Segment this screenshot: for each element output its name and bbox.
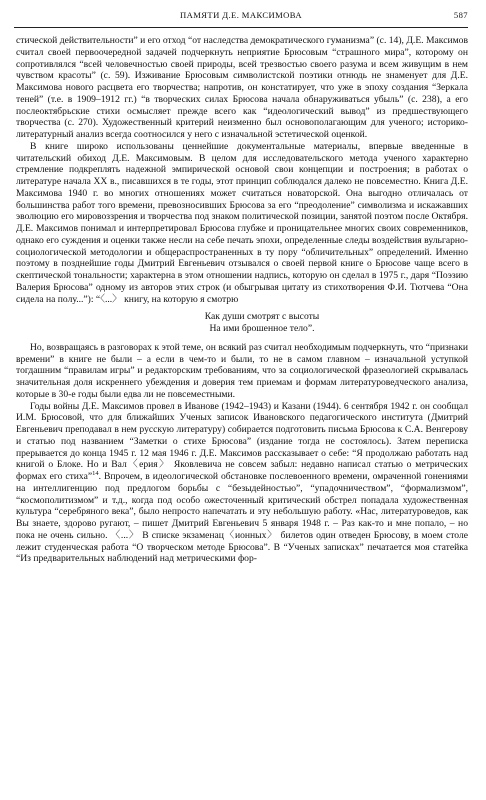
paragraph: Но, возвращаясь в разговорах к этой теме, он всякий раз считал необходимым подчеркнуть, что “признаки времени” в книге не были – а если в чем-то и были, то не в самом главном – изначальной уступкой тогдашним “правилам игры” и редакторским требованиям, что за социологической фразеологией скрывалась значительная доля искреннего убеждения и доверия тем приемам и формам литературоведческого анализа, которые в 30-е годы были едва ли не повсеместными. [16, 341, 468, 400]
paragraph: В книге широко использованы ценнейшие документальные материалы, впервые введенные в читательский обиход Д.Е. Максимовым. В целом для исследовательского метода ученого характерно стремление подкреплять надежной эмпирической основой свои концепции и построения; в работах о литературе начала XX в., писавшихся в те годы, этот принцип соблюдался далеко не повсеместно. Книга Д.Е. Максимова 1940 г. во многих отношениях может считаться новаторской. Она выгодно отличалась от большинства работ того времени, превозносивших Брюсова за его “преодоление” символизма и искажавших эволюцию его мировоззрения и творчества под знаком политической позиции, занятой поэтом после Октября. Д.Е. Максимов понимал и интерпретировал Брюсова глубже и проницательнее многих своих современников, однако его суждения и оценки также несли на себе печать эпохи, определенные следы воздействия вульгарно-социологической методологии и общераспространенных в ту пору “обличительных” определений. Именно поэтому в позднейшие годы Дмитрий Евгеньевич отзывался о своей первой книге о Брюсове чаще всего в скептической тональности; характерна в этом отношении надпись, которую он сделал в 1975 г., даря “Поэзию Валерия Брюсова” одному из авторов этих строк (и обыгрывая цитату из стихотворения Ф.И. Тютчева “Она сидела на полу...”): “〈...〉 книгу, на которую я смотрю [16, 140, 468, 305]
paragraph-text: Годы войны Д.Е. Максимов провел в Иванове (1942–1943) и Казани (1944). 6 сентября 1942 г. он сообщал И.М. Брюсовой, что для ближайших Ученых записок Ивановского педагогического института (Дмитрий Евгеньевич преподавал в нем русскую литературу) собирается подготовить письма Брюсова к С.А. Венгерову и статью под названием “Заметки о стихе Брюсова” (издание тогда не состоялось). Затем переписка прерывается до конца 1945 г. 12 мая 1946 г. Д.Е. Максимов рассказывает о себе: “Я продолжаю работать над книгой о Блоке. Но и Вал〈ерия〉 Яковлевича не совсем забыл: недавно написал статью о метрических формах его стиха” [16, 400, 468, 482]
verse-line: Как души смотрят с высоты [204, 311, 320, 323]
verse-quote [56, 311, 468, 335]
verse-line: На ими брошенное тело”. [209, 323, 315, 334]
body-text [16, 35, 468, 565]
page-number: 587 [453, 10, 468, 20]
footnote-mark: 14 [92, 469, 99, 477]
paragraph: стической действительности” и его отход “от наследства демократического гуманизма” (с. 14), Д.Е. Максимов считал своей первоочередной задачей подчеркнуть неприятие Брюсовым “страшного мира”, которому он сопротивлялся “всей человечностью своей природы, всей трезвостью своего разума и всем живущим в нем чувством красоты” (с. 59). Изживание Брюсовым символистской поэтики отнюдь не знаменует для Д.Е. Максимова нового расцвета его творчества; напротив, он констатирует, что уже в эпоху создания “Зеркала теней” (т.е. в 1909–1912 гг.) “в творческих силах Брюсова начала обнаруживаться убыль” (с. 238), а его послеоктябрьские стихи осмысляет прежде всего как “идеологический вывод” из предшествующего творчества (с. 270). Художественный критерий неизменно был основополагающим для ученого; историко-литературный анализ всегда соотносился у него с изначальной эстетической оценкой. [16, 35, 468, 140]
paragraph [16, 401, 468, 566]
running-head-title: ПАМЯТИ Д.Е. МАКСИМОВА [180, 10, 302, 20]
header-rule [14, 27, 468, 28]
paragraph-text-cont: . Впрочем, в идеологической обстановке послевоенного времени, омраченной гонениями на интеллигенцию под предлогом борьбы с “безыдейностью”, “упадочничеством”, “формализмом”, “космополитизмом” и т.д., когда под особо ожесточенный критический обстрел попадала художественная культура “серебряного века”, было непросто напечатать и эту небольшую работу. «Нас, литературоведов, как Вы знаете, здорово ругают, – пишет Дмитрий Евгеньевич 5 января 1948 г. – Раз как-то и мне попало, – но пока не очень сильно. 〈...〉 В списке экзаменац〈ионных〉 билетов один отведен Брюсову, в моем столе лежит студенческая работа “О творческом методе Брюсова”. В “Ученых записках” печатается моя статейка “Из предварительных наблюдений над метрическими фор- [16, 471, 468, 565]
running-head [14, 10, 468, 24]
